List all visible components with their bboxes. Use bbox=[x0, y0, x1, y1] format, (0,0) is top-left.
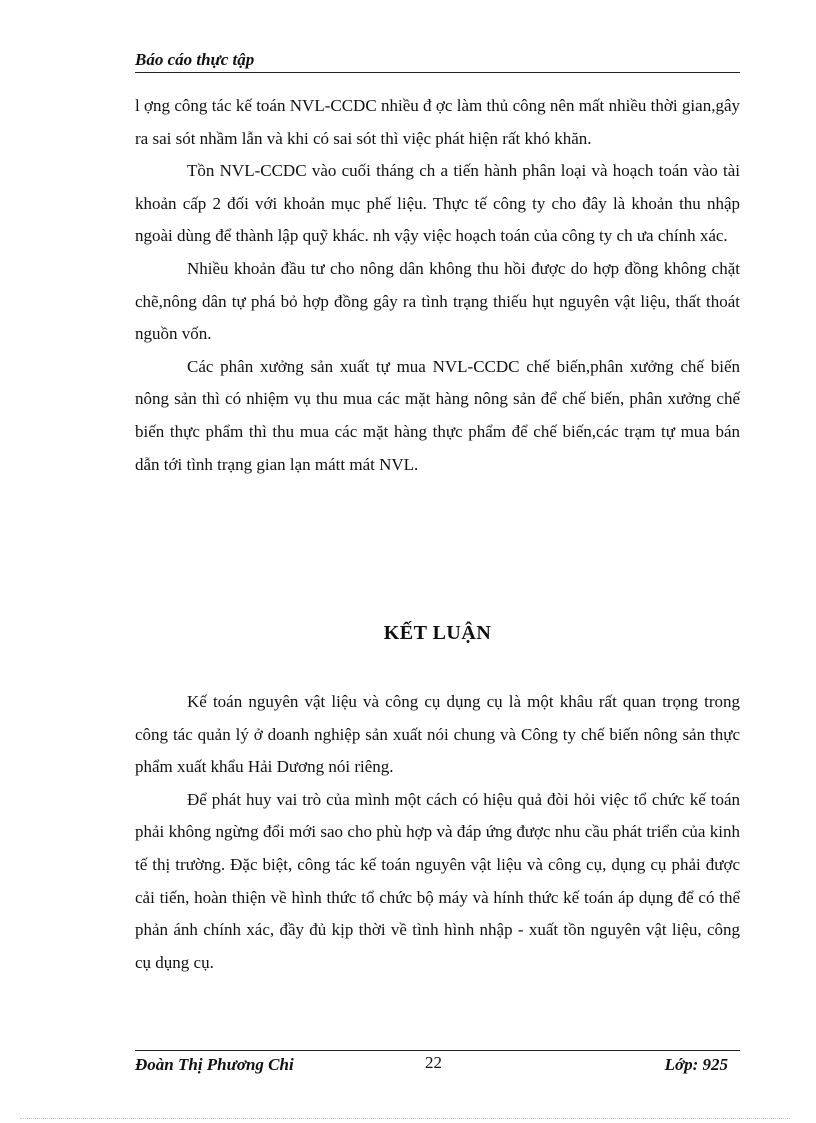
conclusion-section bbox=[135, 686, 740, 979]
header-title: Báo cáo thực tập bbox=[135, 50, 255, 69]
paragraph: Tồn NVL-CCDC vào cuối tháng ch a tiến hành phân loại và hoạch toán vào tài khoản cấp 2 đối với khoản mục phế liệu. Thực tế công ty cho đây là khoản thu nhập ngoài dùng để thành lập quỹ khác. nh vậy việc hoạch toán của công ty ch ưa chính xác. bbox=[135, 161, 740, 246]
paragraph: Để phát huy vai trò của mình một cách có hiệu quả đòi hỏi việc tổ chức kế toán phải không ngừng đổi mới sao cho phù hợp và đáp ứng được nhu cầu phát triển của kinh tế thị trường. Đặc biệt, công tác kế toán nguyên vật liệu và công cụ, dụng cụ phải được cải tiến, hoàn thiện về hình thức tổ chức bộ máy và hính thức kế toán áp dụng để có thể phản ánh chính xác, đầy đủ kịp thời về tình hình nhập - xuất tồn nguyên vật liệu, công cụ dụng cụ. bbox=[135, 789, 740, 972]
paragraph: Nhiều khoản đầu tư cho nông dân không thu hồi được do hợp đồng không chặt chẽ,nông dân tự phá bỏ hợp đồng gây ra tình trạng thiếu hụt nguyên vật liệu, thất thoát nguồn vốn. bbox=[135, 258, 740, 344]
footer-class-label: Lớp: 925 bbox=[664, 1055, 728, 1074]
page-edge-divider bbox=[20, 1118, 790, 1119]
page-header bbox=[135, 50, 740, 73]
paragraph: Kế toán nguyên vật liệu và công cụ dụng cụ là một khâu rất quan trọng trong công tác quản lý ở doanh nghiệp sản xuất nói chung và Công ty chế biến nông sản thực phẩm xuất khẩu Hải Dương nói riêng. bbox=[135, 692, 740, 777]
paragraph: l ợng công tác kế toán NVL-CCDC nhiều đ ợc làm thủ công nên mất nhiều thời gian,gây ra sai sót nhầm lẫn và khi có sai sót thì việc phát hiện rất khó khăn. bbox=[135, 96, 740, 148]
conclusion-title: KẾT LUẬN bbox=[383, 622, 492, 644]
page-number: 22 bbox=[425, 1053, 442, 1072]
body-section bbox=[135, 90, 740, 481]
footer-author: Đoàn Thị Phương Chi bbox=[135, 1055, 294, 1074]
page-footer bbox=[135, 1050, 740, 1079]
paragraph: Các phân xưởng sản xuất tự mua NVL-CCDC chế biến,phân xưởng chế biến nông sản thì có nhiệm vụ thu mua các mặt hàng nông sản để chế biến, phân xưởng chế biến thực phẩm thì thu mua các mặt hàng thực phẩm để chế biến,các trạm tự mua bán dẫn tới tình trạng gian lạn mátt mát NVL. bbox=[135, 356, 740, 474]
